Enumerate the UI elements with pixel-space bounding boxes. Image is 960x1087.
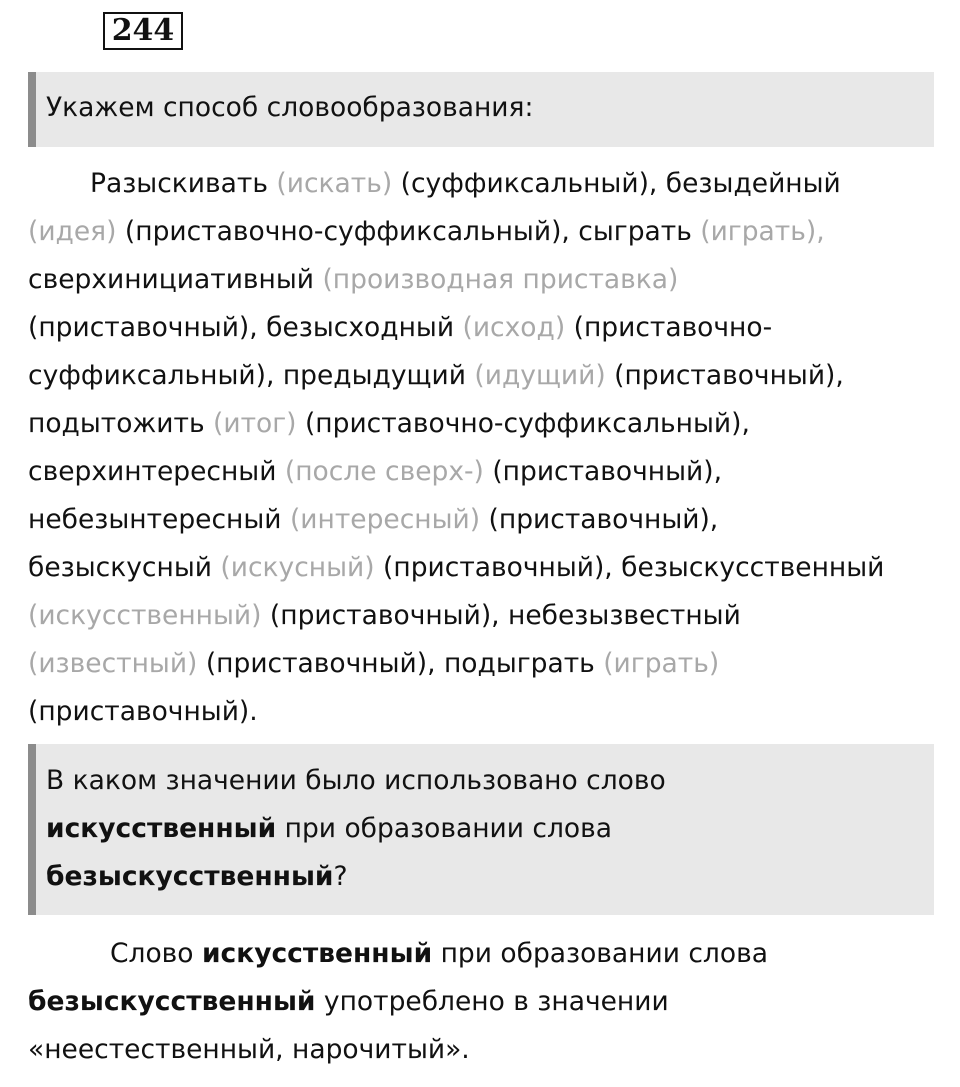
method: (приставочно-суффиксальный), [124,216,570,247]
method: (приставочный), [614,360,844,391]
method: (приставочный), [488,504,719,535]
method: (приставочный), [492,456,723,487]
method: суффиксальный), [28,360,275,391]
word: предыдущий [282,360,466,391]
word: Разыскивать [90,168,268,199]
method: (приставочно- [573,312,773,343]
word: безысходный [266,312,455,343]
task2-text: В каком значении было использовано слово [46,765,666,796]
word: небезынтересный [28,504,282,535]
word: подыграть [443,648,595,679]
word: сыграть [578,216,692,247]
source-word: (производная приставка) [322,264,679,295]
method: (приставочный), [269,600,500,631]
word: сверхинициативный [28,264,315,295]
method: (приставочный), [28,312,258,343]
method: (приставочно-суффиксальный), [304,408,750,439]
method: (приставочный). [28,696,258,727]
source-word: (искать) [276,168,393,199]
source-word: (исход) [462,312,566,343]
source-word: (после сверх-) [284,456,484,487]
source-word: (известный) [28,648,198,679]
conclusion-text: Слово [110,938,194,969]
task-text-1: Укажем способ словообразования: [46,92,534,123]
word: безыскусный [28,552,212,583]
source-word: (интересный) [289,504,481,535]
word: сверхинтересный [28,456,277,487]
conclusion-text: «неестественный, нарочитый». [28,1034,470,1065]
source-word: (идея) [28,216,117,247]
conclusion-bold-word: безыскусственный [28,986,316,1017]
exercise-number: 244 [103,12,183,50]
method: (приставочный), [383,552,613,583]
answer-text [28,160,958,736]
method: (суффиксальный), [400,168,658,199]
source-word: (играть), [700,216,825,247]
word: безыдейный [665,168,841,199]
task-panel-2 [28,744,934,915]
word: безыскусственный [621,552,885,583]
conclusion-text: употреблено в значении [323,986,669,1017]
conclusion-text: при образовании слова [440,938,768,969]
source-word: (играть) [603,648,720,679]
word: подытожить [28,408,205,439]
conclusion-bold-word: искусственный [201,938,433,969]
task2-bold-word: искусственный [46,813,277,844]
word: небезызвестный [508,600,741,631]
conclusion [28,930,938,1074]
task-panel-1 [28,72,934,147]
task2-qmark: ? [333,861,348,892]
source-word: (искусный) [220,552,375,583]
method: (приставочный), [205,648,436,679]
source-word: (искусственный) [28,600,262,631]
source-word: (идущий) [474,360,606,391]
task2-text: при образовании слова [284,813,612,844]
task2-bold-word: безыскусственный [46,861,334,892]
source-word: (итог) [213,408,297,439]
